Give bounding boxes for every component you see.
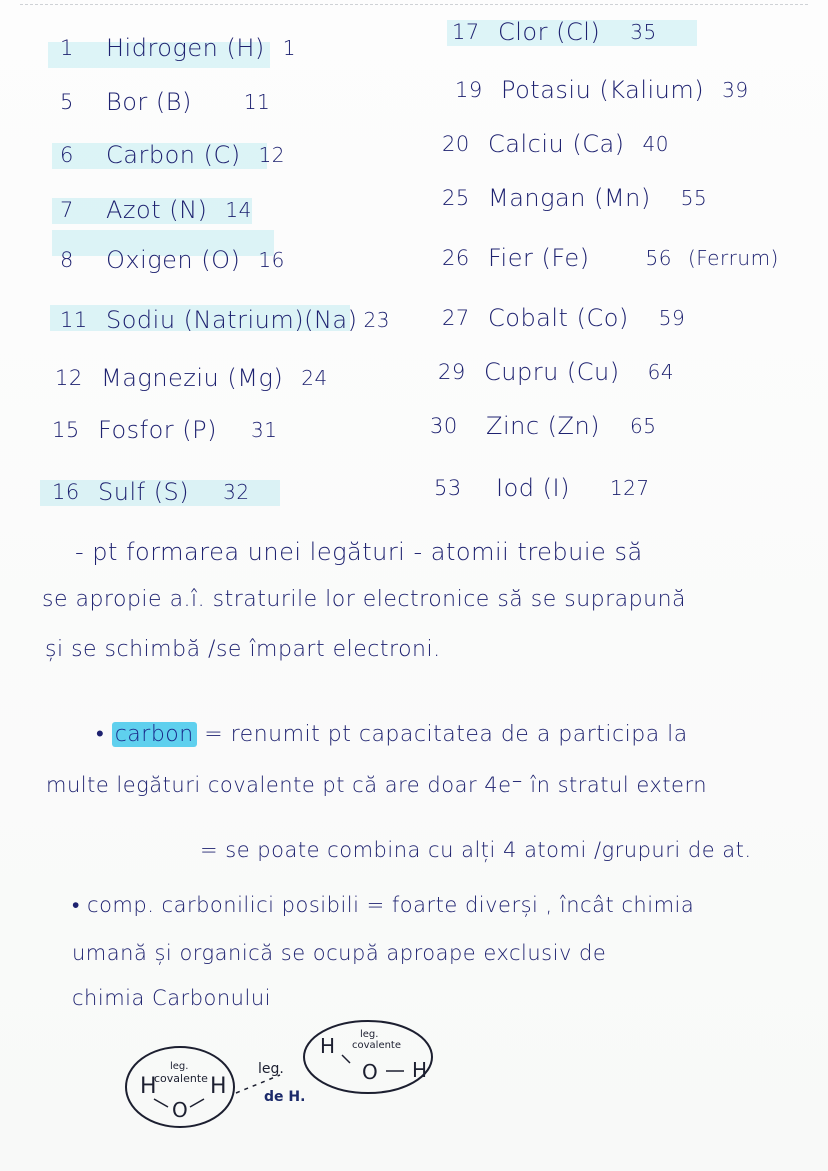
element-row-clor (452, 12, 657, 52)
atomic-number: 53 (434, 476, 462, 500)
atomic-number: 7 (60, 198, 74, 222)
atomic-mass: 56 (645, 246, 672, 270)
atomic-mass: 59 (658, 306, 686, 330)
atomic-mass: 14 (225, 198, 252, 222)
element-name: Clor (Cl) (498, 18, 601, 46)
atomic-mass: 127 (609, 476, 650, 500)
oxygen-atom-label: O (362, 1060, 378, 1084)
highlighted-keyword-carbon: carbon (112, 722, 197, 747)
atomic-number: 12 (55, 366, 83, 390)
oxygen-atom-label: O (172, 1098, 188, 1122)
atomic-mass: 32 (223, 480, 250, 504)
page-top-edge (20, 4, 808, 5)
note-bond-formation-line3: și se schimbă /se împart electroni. (45, 637, 441, 662)
atomic-number: 25 (442, 186, 470, 210)
atomic-mass: 64 (647, 360, 675, 384)
atomic-mass: 23 (363, 308, 390, 332)
element-name: Magneziu (Mg) (101, 364, 284, 392)
element-name: Oxigen (O) (106, 246, 241, 274)
atomic-number: 11 (60, 308, 88, 332)
atomic-number: 20 (442, 132, 470, 156)
note-bond-formation-line1: - pt formarea unei legături - atomii trebuie să (75, 538, 643, 566)
atomic-mass: 24 (301, 366, 328, 390)
element-name: Zinc (Zn) (486, 412, 601, 440)
element-name: Calciu (Ca) (488, 130, 625, 158)
bond-label: covalente (154, 1072, 208, 1085)
bullet: • (96, 722, 105, 747)
element-name: Azot (N) (106, 196, 208, 224)
note-compounds-line1: • comp. carbonilici posibili = foarte diverși , încât chimia (72, 893, 695, 917)
atomic-mass: 55 (680, 186, 708, 210)
atomic-number: 16 (52, 480, 80, 504)
bond-label: leg. (170, 1061, 189, 1072)
element-row-cobalt (442, 298, 685, 338)
atomic-mass: 35 (630, 20, 657, 44)
atomic-mass: 40 (642, 132, 669, 156)
element-row-bor (60, 82, 270, 122)
hbond-label: de H. (264, 1089, 306, 1105)
element-row-magneziu (55, 358, 328, 398)
element-row-mangan (442, 178, 707, 218)
note-carbon-line2: multe legături covalente pt că are doar 4e⁻ în stratul extern (46, 773, 708, 797)
element-name: Bor (B) (106, 88, 192, 116)
bond-label: covalente (352, 1040, 402, 1051)
element-row-iod (434, 468, 650, 508)
atomic-mass: 11 (243, 90, 271, 114)
atomic-mass: 16 (258, 248, 285, 272)
element-row-calciu (442, 124, 669, 164)
water-hydrogen-bond-diagram (120, 1015, 460, 1135)
element-row-fosfor (52, 410, 277, 450)
element-name: Iod (I) (496, 474, 570, 502)
atomic-number: 26 (442, 246, 470, 270)
atomic-number: 8 (60, 248, 74, 272)
element-row-potasiu (455, 70, 749, 110)
element-name: Fier (Fe) (488, 244, 590, 272)
atomic-mass: 1 (282, 36, 296, 60)
element-row-fier (442, 238, 779, 278)
note-carbon-line3: = se poate combina cu alți 4 atomi /grupuri de at. (200, 838, 752, 862)
hbond-label: leg. (258, 1061, 284, 1077)
atomic-number: 6 (60, 143, 74, 167)
atomic-number: 5 (60, 90, 74, 114)
element-name: Hidrogen (H) (106, 34, 265, 62)
atomic-mass: 31 (250, 418, 278, 442)
atomic-mass: 65 (630, 414, 657, 438)
atomic-mass: 39 (722, 78, 749, 102)
element-row-hidrogen (60, 28, 296, 68)
element-row-sulf (52, 472, 250, 512)
atomic-mass: 12 (258, 143, 286, 167)
note-carbon-line1-text: = renumit pt capacitatea de a participa la (196, 722, 688, 747)
element-name: Sulf (S) (98, 478, 190, 506)
molecule-2 (304, 1021, 432, 1093)
element-row-zinc (430, 406, 656, 446)
molecule-1 (126, 1047, 234, 1127)
note-bond-formation-line2: se apropie a.î. straturile lor electronice să se suprapună (42, 587, 686, 612)
element-name: Cupru (Cu) (484, 358, 620, 386)
element-row-cupru (438, 352, 674, 392)
hydrogen-bond (236, 1061, 305, 1105)
note-compounds-line3: chimia Carbonului (72, 986, 271, 1010)
hydrogen-atom-label: H (140, 1074, 157, 1099)
atomic-number: 27 (442, 306, 470, 330)
element-row-sodiu (60, 300, 390, 340)
element-row-oxigen (60, 240, 285, 280)
element-row-carbon (60, 135, 285, 175)
atomic-number: 30 (430, 414, 458, 438)
element-name: Fosfor (P) (98, 416, 217, 444)
element-row-azot (60, 190, 252, 230)
hydrogen-atom-label: H (412, 1058, 428, 1082)
hydrogen-atom-label: H (210, 1074, 227, 1099)
element-name: Potasiu (Kalium) (501, 76, 705, 104)
atomic-number: 15 (52, 418, 80, 442)
element-name: Sodiu (Natrium)(Na) (106, 306, 358, 334)
element-name: Carbon (C) (106, 141, 241, 169)
element-name: Mangan (Mn) (488, 184, 651, 212)
hydrogen-atom-label: H (320, 1034, 336, 1058)
element-name: Cobalt (Co) (488, 304, 629, 332)
atomic-number: 19 (455, 78, 483, 102)
atomic-number: 29 (438, 360, 466, 384)
latin-name: (Ferrum) (687, 246, 779, 270)
atomic-number: 17 (452, 20, 480, 44)
note-compounds-line2: umană și organică se ocupă aproape exclusiv de (72, 941, 607, 965)
note-carbon-line1 (96, 715, 688, 755)
atomic-number: 1 (60, 36, 74, 60)
bond-label: leg. (360, 1029, 379, 1040)
